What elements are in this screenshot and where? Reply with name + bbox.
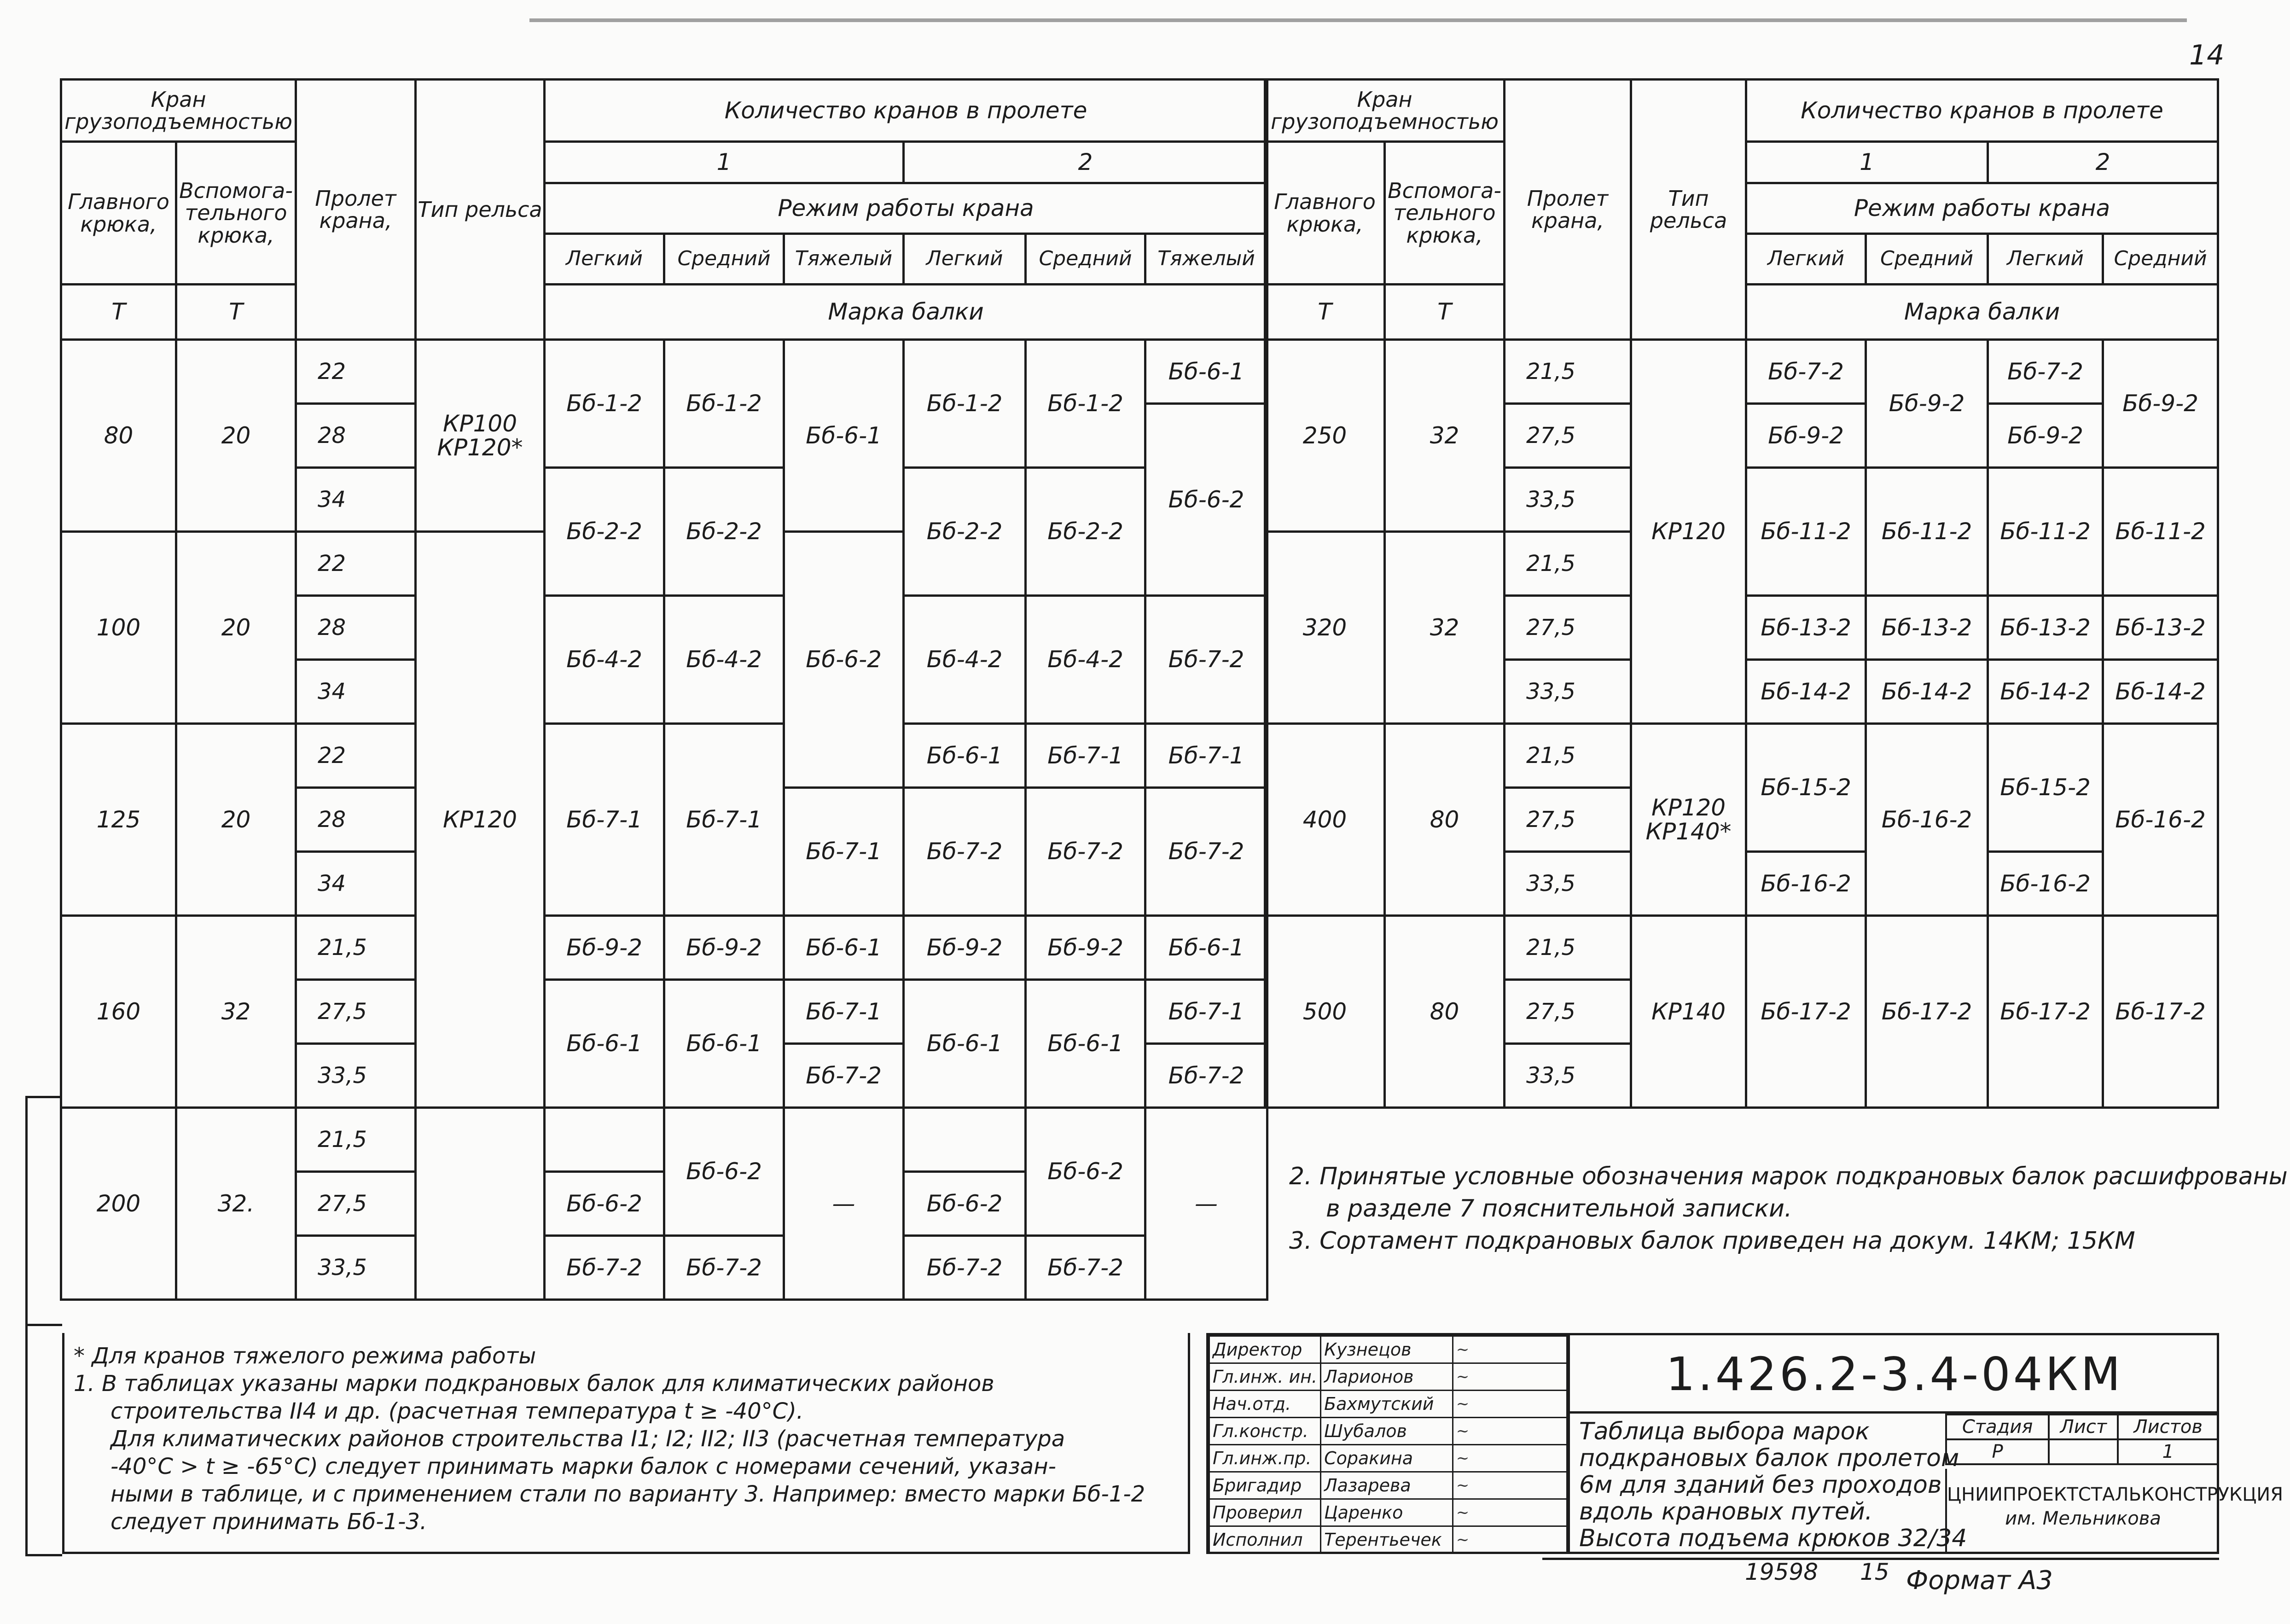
sig-name: Бахмутский — [1321, 1391, 1453, 1418]
note-line: в разделе 7 пояснительной записки. — [1326, 1195, 1792, 1222]
main-hook-value: 400 — [1265, 724, 1385, 916]
aux-hook-value: 32. — [176, 1108, 296, 1300]
main-hook-value: 320 — [1265, 532, 1385, 724]
archive-number: 19598 — [1745, 1559, 1819, 1585]
rail-type-cell — [1631, 724, 1746, 916]
beam-cell: Бб-14-2 — [1746, 660, 1866, 724]
header-rail-type: Тип рельса — [416, 80, 545, 340]
rail-type-empty — [416, 1108, 545, 1300]
sig-name: Царенко — [1321, 1499, 1453, 1526]
beam-cell: Бб-7-1 — [1145, 980, 1267, 1044]
title-block — [1206, 1333, 2283, 1554]
sig-name: Терентьечек — [1321, 1526, 1453, 1554]
main-hook-value: 160 — [61, 916, 176, 1108]
notes-right — [1289, 1160, 2288, 1257]
main-hook-value: 125 — [61, 724, 176, 916]
title-line: Таблица выбора марок — [1579, 1418, 1870, 1445]
beam-cell: Бб-4-2 — [664, 596, 784, 724]
beam-selection-table-right — [1264, 78, 2219, 1109]
signature-mark: ~ — [1453, 1499, 1567, 1526]
aux-hook-value: 20 — [176, 724, 296, 916]
header-main-hook: Главного крюка, — [1265, 142, 1385, 285]
span-value: 33,5 — [296, 1236, 416, 1300]
header-crane-capacity: Кран грузоподъемностью — [61, 80, 296, 142]
title-line: вдоль крановых путей. — [1579, 1498, 1873, 1525]
sheet-label: Лист — [2049, 1414, 2118, 1439]
beam-cell: Бб-6-2 — [1026, 1108, 1145, 1236]
sheet-value — [2049, 1439, 2118, 1464]
binding-margin-marks — [25, 1096, 62, 1556]
span-value: 21,5 — [296, 1108, 416, 1172]
beam-cell: — — [784, 1108, 904, 1300]
span-value: 22 — [296, 340, 416, 404]
beam-cell: Бб-9-2 — [1988, 404, 2103, 468]
beam-cell: Бб-9-2 — [904, 916, 1026, 980]
note-line: ными в таблице, и с применением стали по варианту 3. Например: вместо марки Бб-1-2 — [110, 1481, 1145, 1507]
signature-mark: ~ — [1453, 1472, 1567, 1499]
beam-cell: Бб-9-2 — [1026, 916, 1145, 980]
note-line: * Для кранов тяжелого режима работы — [74, 1343, 536, 1369]
beam-cell: Бб-1-2 — [1026, 340, 1145, 468]
unit-t: Т — [176, 285, 296, 340]
span-value: 28 — [296, 788, 416, 852]
beam-cell-empty — [904, 1108, 1026, 1172]
beam-cell: Бб-7-1 — [784, 788, 904, 916]
sig-name: Кузнецов — [1321, 1336, 1453, 1363]
beam-cell: Бб-17-2 — [2103, 916, 2218, 1108]
beam-cell: Бб-2-2 — [1026, 468, 1145, 596]
aux-hook-value: 32 — [176, 916, 296, 1108]
mode-medium: Средний — [2103, 234, 2218, 285]
beam-cell: Бб-6-1 — [904, 980, 1026, 1108]
beam-cell: Бб-7-2 — [664, 1236, 784, 1300]
beam-cell: Бб-6-1 — [784, 340, 904, 532]
title-line: Высота подъема крюков 32/34 — [1579, 1525, 1967, 1552]
span-value: 27,5 — [296, 980, 416, 1044]
note-line: следует принимать Бб-1-3. — [110, 1509, 427, 1535]
span-value: 27,5 — [296, 1172, 416, 1236]
signature-mark: ~ — [1453, 1445, 1567, 1472]
beam-cell: Бб-7-1 — [1145, 724, 1267, 788]
beam-cell: Бб-6-1 — [545, 980, 664, 1108]
mode-light: Легкий — [1746, 234, 1866, 285]
span-value: 28 — [296, 404, 416, 468]
span-value: 21,5 — [1505, 340, 1631, 404]
aux-hook-value: 20 — [176, 340, 296, 532]
rail-type: КР120 — [1631, 340, 1746, 724]
signature-mark: ~ — [1453, 1391, 1567, 1418]
beam-cell: Бб-4-2 — [545, 596, 664, 724]
note-line: 3. Сортамент подкрановых балок приведен на докум. 14КМ; 15КМ — [1289, 1227, 2135, 1255]
span-value: 27,5 — [1505, 980, 1631, 1044]
beam-cell: Бб-13-2 — [1988, 596, 2103, 660]
header-count-2: 2 — [904, 142, 1267, 183]
rail-type-cell — [416, 340, 545, 532]
beam-cell: Бб-11-2 — [1746, 468, 1866, 596]
beam-cell: Бб-7-1 — [784, 980, 904, 1044]
sig-role: Гл.инж.пр. — [1209, 1445, 1321, 1472]
header-count-1: 1 — [1746, 142, 1988, 183]
span-value: 33,5 — [296, 1044, 416, 1108]
beam-cell: — — [1145, 1108, 1267, 1300]
signature-mark: ~ — [1453, 1418, 1567, 1445]
beam-cell: Бб-7-1 — [545, 724, 664, 916]
beam-cell: Бб-6-2 — [784, 532, 904, 788]
organization — [1945, 1469, 2283, 1554]
note-line: 2. Принятые условные обозначения марок подкрановых балок расшифрованы — [1289, 1163, 2288, 1190]
beam-cell: Бб-6-1 — [1145, 916, 1267, 980]
aux-hook-value: 80 — [1385, 916, 1505, 1108]
sig-role: Гл.инж. ин. — [1209, 1363, 1321, 1391]
signature-mark: ~ — [1453, 1363, 1567, 1391]
mode-light: Легкий — [904, 234, 1026, 285]
span-value: 27,5 — [1505, 788, 1631, 852]
beam-cell: Бб-16-2 — [1866, 724, 1988, 916]
span-value: 34 — [296, 852, 416, 916]
rail-type: КР140* — [1645, 818, 1732, 845]
span-value: 21,5 — [1505, 724, 1631, 788]
aux-hook-value: 32 — [1385, 532, 1505, 724]
beam-cell: Бб-6-1 — [1145, 340, 1267, 404]
beam-cell: Бб-9-2 — [1746, 404, 1866, 468]
beam-cell: Бб-9-2 — [2103, 340, 2218, 468]
span-value: 34 — [296, 468, 416, 532]
beam-selection-table-left — [60, 78, 1268, 1301]
beam-cell: Бб-4-2 — [1026, 596, 1145, 724]
mode-medium: Средний — [1026, 234, 1145, 285]
header-crane-count: Количество кранов в пролете — [545, 80, 1267, 142]
beam-cell: Бб-9-2 — [1866, 340, 1988, 468]
header-span: Пролет крана, — [296, 80, 416, 340]
main-hook-value: 500 — [1265, 916, 1385, 1108]
beam-cell: Бб-9-2 — [545, 916, 664, 980]
notes-left — [62, 1333, 1190, 1554]
header-span: Пролет крана, — [1505, 80, 1631, 340]
rail-type: КР140 — [1631, 916, 1746, 1108]
sig-role: Директор — [1209, 1336, 1321, 1363]
rail-type: КР120 — [416, 532, 545, 1108]
main-hook-value: 200 — [61, 1108, 176, 1300]
rail-type: КР120* — [437, 434, 523, 461]
beam-cell: Бб-1-2 — [664, 340, 784, 468]
sheet-number: 14 — [2189, 39, 2225, 71]
note-line: Для климатических районов строительства I1; I2; II2; II3 (расчетная температура — [110, 1426, 1065, 1452]
sig-name: Лазарева — [1321, 1472, 1453, 1499]
aux-hook-value: 20 — [176, 532, 296, 724]
sig-name: Ларионов — [1321, 1363, 1453, 1391]
beam-cell: Бб-9-2 — [664, 916, 784, 980]
sig-role: Бригадир — [1209, 1472, 1321, 1499]
aux-hook-value: 32 — [1385, 340, 1505, 532]
beam-cell: Бб-17-2 — [1866, 916, 1988, 1108]
beam-cell: Бб-6-1 — [1026, 980, 1145, 1108]
beam-cell: Бб-6-2 — [1145, 404, 1267, 596]
mode-heavy: Тяжелый — [784, 234, 904, 285]
header-beam-mark: Марка балки — [545, 285, 1267, 340]
mode-light: Легкий — [1988, 234, 2103, 285]
beam-cell: Бб-14-2 — [2103, 660, 2218, 724]
main-hook-value: 250 — [1265, 340, 1385, 532]
signature-mark: ~ — [1453, 1336, 1567, 1363]
beam-cell: Бб-1-2 — [904, 340, 1026, 468]
span-value: 27,5 — [1505, 596, 1631, 660]
mode-medium: Средний — [1866, 234, 1988, 285]
beam-cell: Бб-7-2 — [1145, 788, 1267, 916]
sig-name: Шубалов — [1321, 1418, 1453, 1445]
beam-cell: Бб-7-2 — [1026, 788, 1145, 916]
beam-cell: Бб-17-2 — [1746, 916, 1866, 1108]
sheets-label: Листов — [2118, 1414, 2218, 1439]
header-main-hook: Главного крюка, — [61, 142, 176, 285]
beam-cell: Бб-13-2 — [2103, 596, 2218, 660]
main-hook-value: 100 — [61, 532, 176, 724]
main-hook-value: 80 — [61, 340, 176, 532]
span-value: 28 — [296, 596, 416, 660]
top-edge-artifact — [529, 0, 2187, 22]
org-subname: им. Мельникова — [2005, 1508, 2161, 1529]
note-line: строительства II4 и др. (расчетная температура t ≥ -40°C). — [110, 1398, 804, 1424]
title-line: подкрановых балок пролетом — [1579, 1444, 1959, 1472]
document-code: 1.426.2-3.4-04КМ — [1568, 1335, 2219, 1414]
span-value: 27,5 — [1505, 404, 1631, 468]
span-value: 21,5 — [1505, 916, 1631, 980]
signature-table — [1209, 1335, 1568, 1554]
note-line: -40°C > t ≥ -65°C) следует принимать марки балок с номерами сечений, указан- — [110, 1454, 1056, 1479]
header-rail-type: Тип рельса — [1631, 80, 1746, 340]
header-aux-hook: Вспомога-тельного крюка, — [176, 142, 296, 285]
beam-cell: Бб-14-2 — [1866, 660, 1988, 724]
span-value: 33,5 — [1505, 660, 1631, 724]
beam-cell: Бб-6-2 — [664, 1108, 784, 1236]
beam-cell: Бб-6-1 — [904, 724, 1026, 788]
header-operating-mode: Режим работы крана — [1746, 183, 2218, 234]
signature-mark: ~ — [1453, 1526, 1567, 1554]
beam-cell: Бб-7-2 — [1026, 1236, 1145, 1300]
sig-name: Соракина — [1321, 1445, 1453, 1472]
beam-cell: Бб-11-2 — [1866, 468, 1988, 596]
span-value: 33,5 — [1505, 852, 1631, 916]
sig-role: Гл.констр. — [1209, 1418, 1321, 1445]
beam-cell: Бб-1-2 — [545, 340, 664, 468]
beam-cell: Бб-4-2 — [904, 596, 1026, 724]
span-value: 34 — [296, 660, 416, 724]
beam-cell: Бб-7-2 — [1988, 340, 2103, 404]
beam-cell: Бб-11-2 — [2103, 468, 2218, 596]
rail-type: КР100 — [442, 410, 517, 437]
stage-value: Р — [1946, 1439, 2049, 1464]
aux-hook-value: 80 — [1385, 724, 1505, 916]
beam-cell: Бб-7-2 — [784, 1044, 904, 1108]
org-name: ЦНИИПРОЕКТСТАЛЬКОНСТРУКЦИЯ — [1947, 1484, 2283, 1505]
beam-cell: Бб-14-2 — [1988, 660, 2103, 724]
beam-cell: Бб-6-2 — [904, 1172, 1026, 1236]
beam-cell: Бб-16-2 — [1988, 852, 2103, 916]
span-value: 33,5 — [1505, 1044, 1631, 1108]
sig-role: Исполнил — [1209, 1526, 1321, 1554]
span-value: 22 — [296, 532, 416, 596]
beam-cell: Бб-6-2 — [545, 1172, 664, 1236]
header-count-1: 1 — [545, 142, 904, 183]
beam-cell: Бб-7-2 — [1145, 596, 1267, 724]
document-title — [1568, 1414, 1967, 1554]
span-value: 22 — [296, 724, 416, 788]
beam-cell: Бб-13-2 — [1866, 596, 1988, 660]
beam-cell: Бб-16-2 — [2103, 724, 2218, 916]
sig-role: Проверил — [1209, 1499, 1321, 1526]
beam-cell: Бб-7-1 — [1026, 724, 1145, 788]
copy-number: 15 — [1860, 1559, 1889, 1585]
beam-cell: Бб-6-1 — [784, 916, 904, 980]
paper-format: Формат А3 — [1906, 1566, 2053, 1595]
header-crane-capacity: Кран грузоподъемностью — [1265, 80, 1505, 142]
span-value: 21,5 — [296, 916, 416, 980]
beam-cell: Бб-15-2 — [1746, 724, 1866, 852]
header-aux-hook: Вспомога-тельного крюка, — [1385, 142, 1505, 285]
beam-cell: Бб-15-2 — [1988, 724, 2103, 852]
span-value: 21,5 — [1505, 532, 1631, 596]
unit-t: Т — [61, 285, 176, 340]
beam-cell: Бб-13-2 — [1746, 596, 1866, 660]
title-line: 6м для зданий без проходов — [1579, 1471, 1942, 1499]
stage-table — [1945, 1414, 2219, 1465]
header-count-2: 2 — [1988, 142, 2218, 183]
sheets-value: 1 — [2118, 1439, 2218, 1464]
beam-cell: Бб-17-2 — [1988, 916, 2103, 1108]
beam-cell: Бб-11-2 — [1988, 468, 2103, 596]
note-line: 1. В таблицах указаны марки подкрановых балок для климатических районов — [74, 1371, 994, 1397]
stage-label: Стадия — [1946, 1414, 2049, 1439]
beam-cell: Бб-6-1 — [664, 980, 784, 1108]
header-crane-count: Количество кранов в пролете — [1746, 80, 2218, 142]
mode-medium: Средний — [664, 234, 784, 285]
rail-type: КР120 — [1651, 794, 1726, 821]
beam-cell: Бб-7-2 — [904, 788, 1026, 916]
beam-cell: Бб-7-2 — [1145, 1044, 1267, 1108]
header-operating-mode: Режим работы крана — [545, 183, 1267, 234]
beam-cell: Бб-7-2 — [545, 1236, 664, 1300]
beam-cell: Бб-7-2 — [904, 1236, 1026, 1300]
beam-cell: Бб-7-2 — [1746, 340, 1866, 404]
beam-cell: Бб-16-2 — [1746, 852, 1866, 916]
span-value: 33,5 — [1505, 468, 1631, 532]
mode-light: Легкий — [545, 234, 664, 285]
sig-role: Нач.отд. — [1209, 1391, 1321, 1418]
unit-t: Т — [1265, 285, 1385, 340]
header-beam-mark: Марка балки — [1746, 285, 2218, 340]
beam-cell-empty — [545, 1108, 664, 1172]
beam-cell: Бб-2-2 — [545, 468, 664, 596]
beam-cell: Бб-2-2 — [664, 468, 784, 596]
mode-heavy: Тяжелый — [1145, 234, 1267, 285]
beam-cell: Бб-7-1 — [664, 724, 784, 916]
unit-t: Т — [1385, 285, 1505, 340]
beam-cell: Бб-2-2 — [904, 468, 1026, 596]
